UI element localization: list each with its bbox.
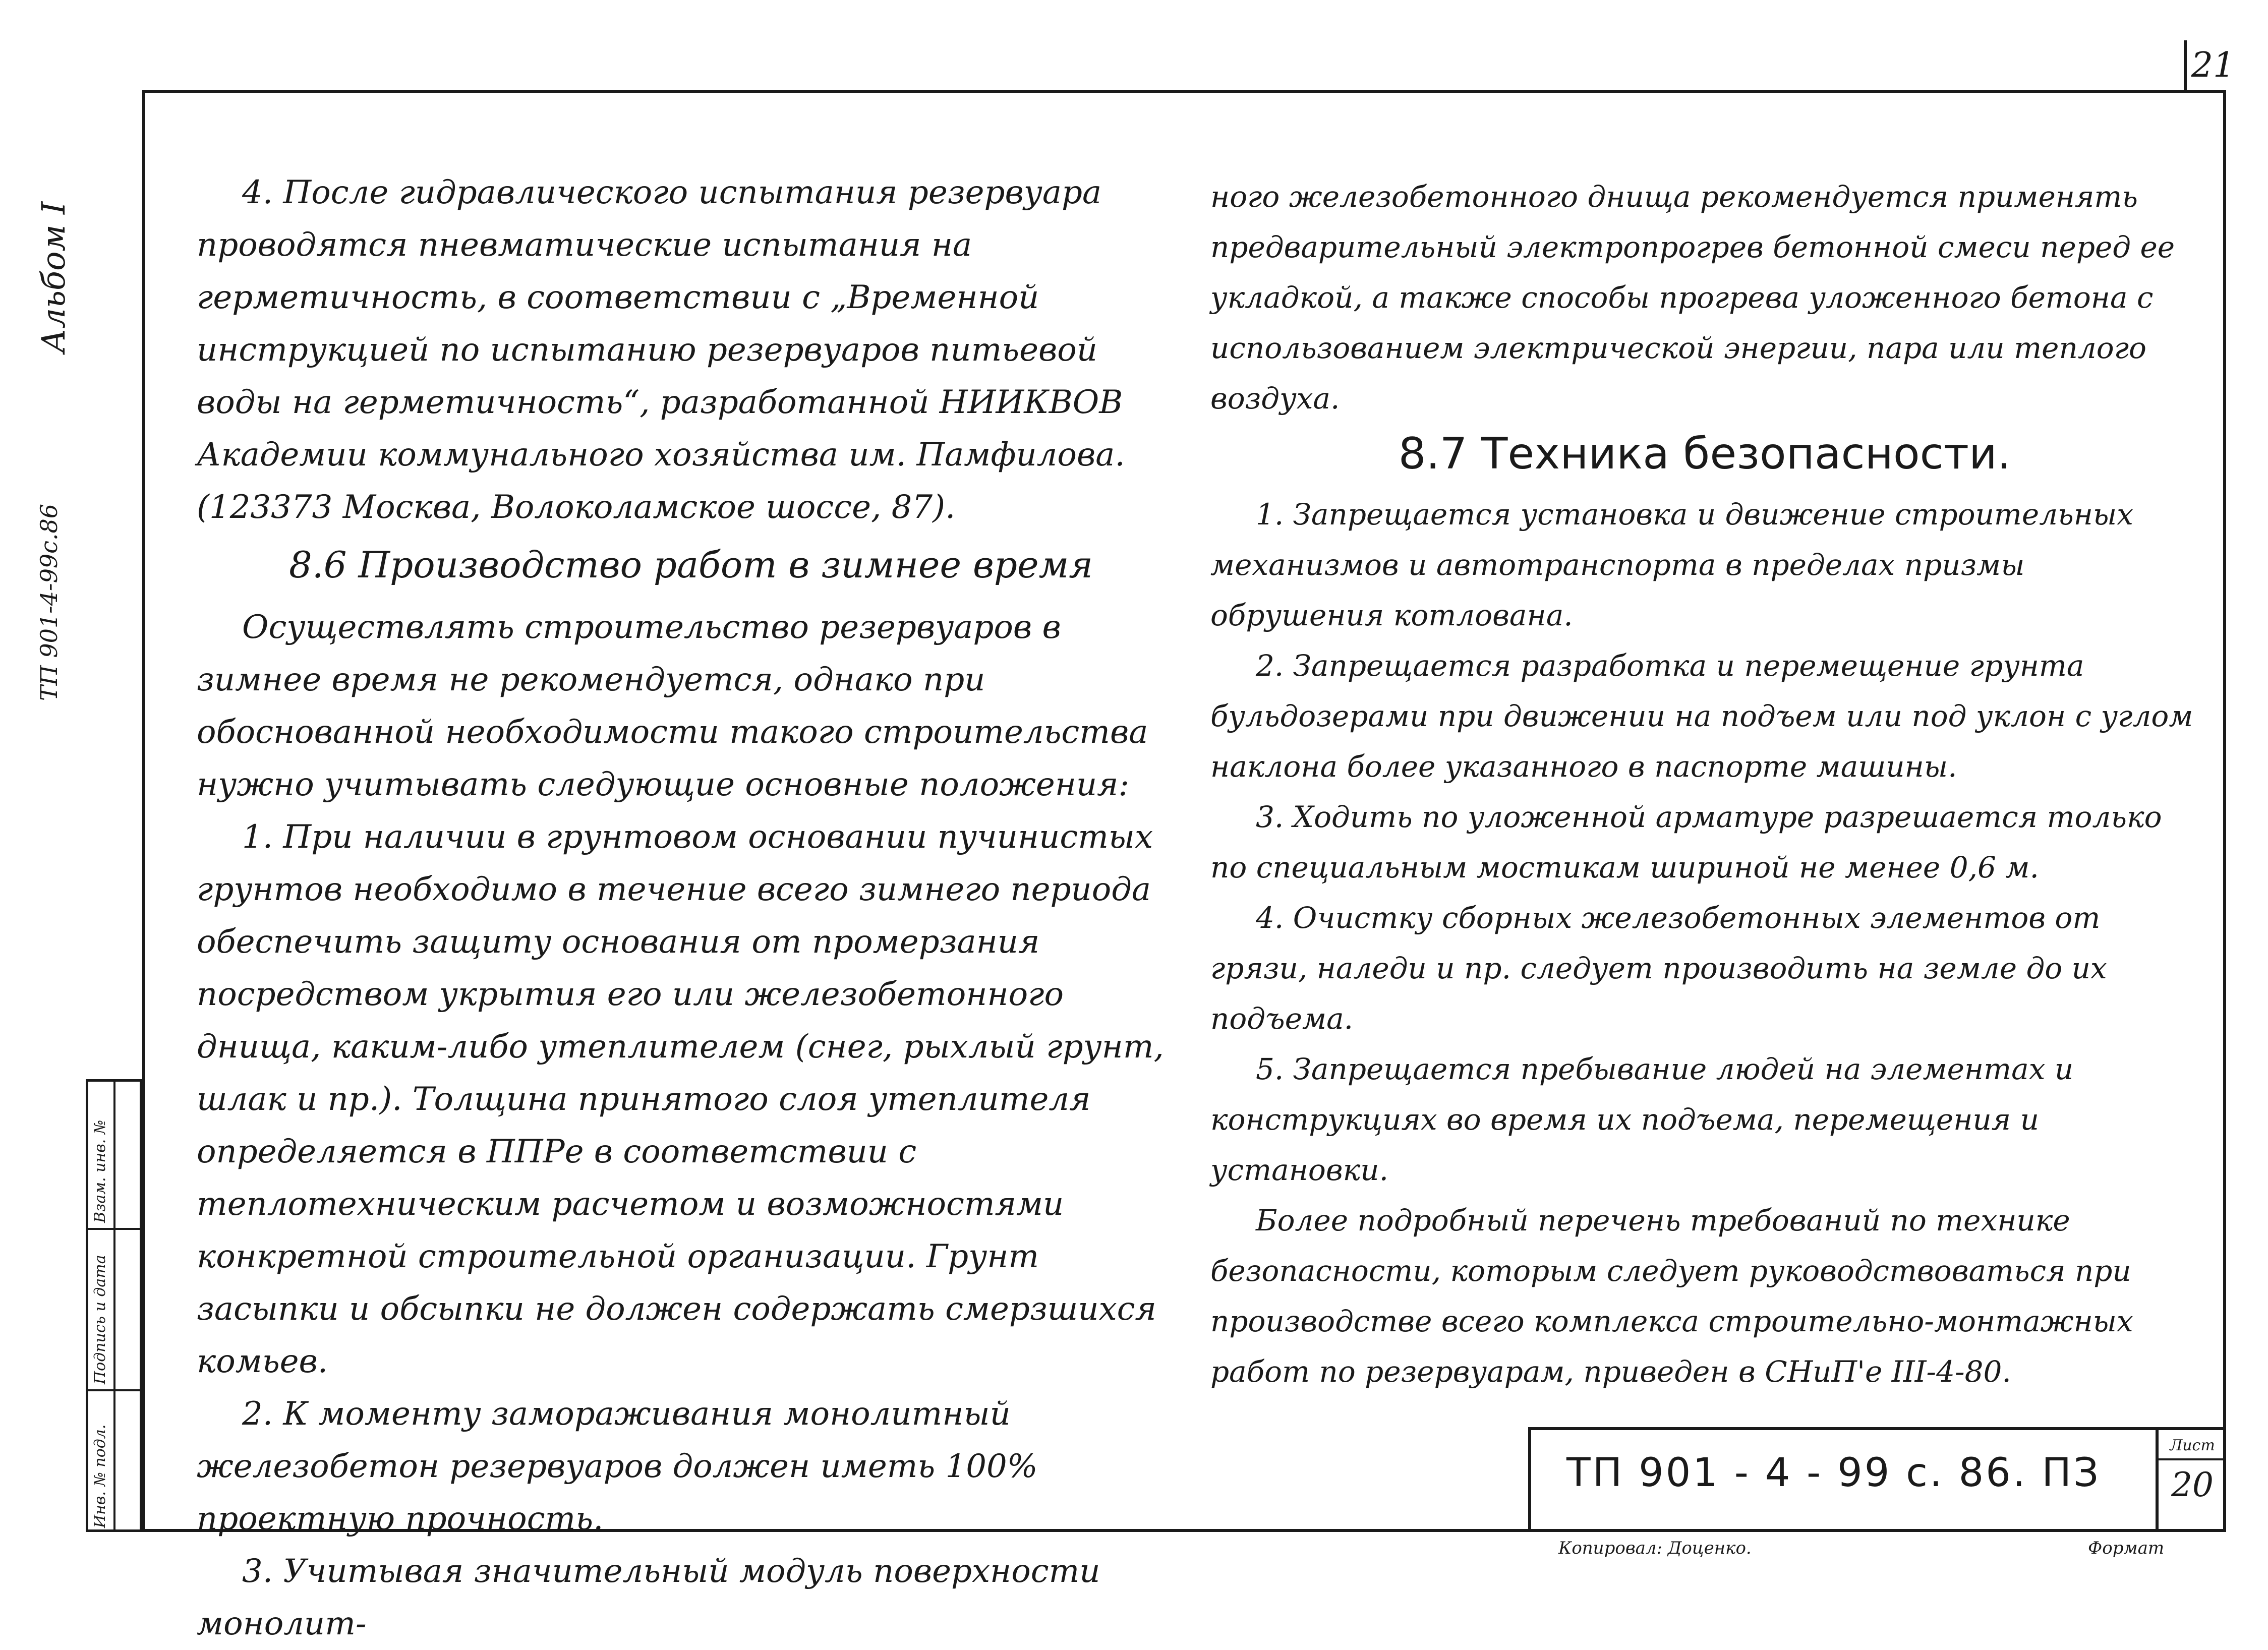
right-column [1210, 171, 2199, 1397]
heading-winter-works: 8.6 Производство работ в зимнее время [289, 544, 1093, 586]
paragraph-winter-item-3: 3. Учитывая значительный модуль поверхности монолит- [197, 1553, 1100, 1642]
safety-item-1: 1. Запрещается установка и движение строительных механизмов и автотранспорта в пределах призмы обрушения котлована. [1210, 497, 2133, 632]
sheet-label: Лист [2159, 1433, 2226, 1460]
sheet-number: 20 [2171, 1465, 2214, 1504]
album-label: Альбом I [35, 201, 73, 353]
margin-stamp-table [86, 1079, 142, 1532]
paragraph-winter-item-2: 2. К моменту замораживания монолитный железобетон резервуаров должен иметь 100% проектную прочность. [197, 1395, 1038, 1538]
stamp-cell-replaced-inv: Взам. инв. № [91, 1119, 109, 1223]
footer-copied-by: Копировал: Доценко. [1558, 1538, 1752, 1558]
paragraph-heating: ного железобетонного днища рекомендуется применять предварительный электропрогрев бетонной смеси перед ее укладкой, а также способы прогрева уложенного бетона с использованием электрической энергии, пара или теплого воздуха. [1210, 180, 2175, 416]
safety-item-2: 2. Запрещается разработка и перемещение грунта бульдозерами при движении на подъем или под уклон с углом наклона более указанного в паспорте машины. [1210, 649, 2193, 784]
paragraph-pneumatic-test: 4. После гидравлического испытания резервуара проводятся пневматические испытания на герметичность, в соответствии с „Временной инструкцией по испытанию резервуаров питьевой воды на герметичность“, разработанной НИИКВОВ Академии коммунального хозяйства им. Памфилова. (123373 Москва, Волоколамское шоссе, 87). [197, 174, 1125, 526]
sheet-box [2156, 1430, 2226, 1532]
safety-item-5: 5. Запрещается пребывание людей на элементах и конструкциях во время их подъема, перемещения и установки. [1210, 1052, 2074, 1187]
sheet-top-number: 21 [2184, 40, 2239, 91]
document-code: ТП 901 - 4 - 99 с. 86. ПЗ [1566, 1450, 2101, 1496]
margin-doc-code: ТП 901-4-99с.86 [35, 503, 63, 701]
stamp-cell-signature-date: Подпись и дата [91, 1255, 109, 1384]
footer-format: Формат [2088, 1538, 2165, 1558]
title-block [1528, 1427, 2226, 1532]
paragraph-winter-intro: Осуществлять строительство резервуаров в зимнее время не рекомендуется, однако при обоснованной необходимости такого строительства нужно учитывать следующие основные положения: [197, 609, 1148, 803]
left-column [197, 166, 1185, 1650]
paragraph-safety-reference: Более подробный перечень требований по технике безопасности, которым следует руководствоваться при производстве всего комплекса строительно-монтажных работ по резервуарам, приведен в СНиП'е III-4-80. [1210, 1203, 2133, 1389]
paragraph-winter-item-1: 1. При наличии в грунтовом основании пучинистых грунтов необходимо в течение всего зимнего периода обеспечить защиту основания от промерзания посредством укрытия его или железобетонного днища, каким-либо утеплителем (снег, рыхлый грунт, шлак и пр.). Толщина принятого слоя утеплителя определяется в ППРе в соответствии с теплотехническим расчетом и возможностями конкретной строительной организации. Грунт засыпки и обсыпки не должен содержать смерзшихся комьев. [197, 818, 1164, 1380]
safety-item-3: 3. Ходить по уложенной арматуре разрешается только по специальным мостикам шириной не менее 0,6 м. [1210, 800, 2162, 885]
safety-item-4: 4. Очистку сборных железобетонных элементов от грязи, наледи и пр. следует производить на земле до их подъема. [1210, 901, 2107, 1036]
stamp-cell-inv-no: Инв. № подл. [91, 1424, 109, 1528]
heading-safety: 8.7 Техника безопасности. [1398, 429, 2011, 479]
